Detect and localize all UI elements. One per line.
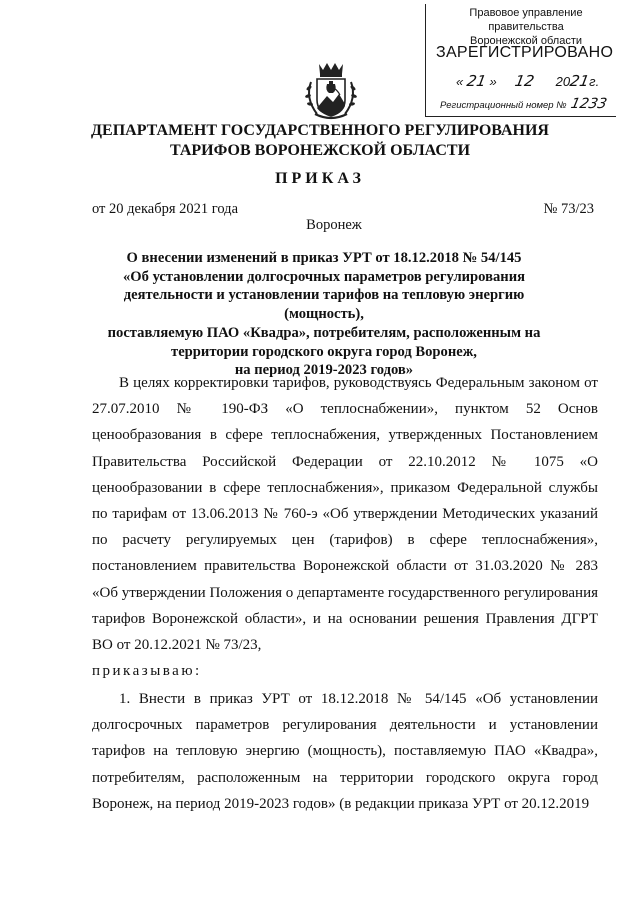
subject-line5: территории городского округа город Воронеж,	[171, 343, 477, 360]
document-date: от 20 декабря 2021 года	[92, 201, 238, 217]
department-title-line1: ДЕПАРТАМЕНТ ГОСУДАРСТВЕННОГО РЕГУЛИРОВАНИЯ	[91, 122, 549, 139]
preamble-paragraph: В целях корректировки тарифов, руководствуясь Федеральным законом от 27.07.2010 № 190-ФЗ «О теплоснабжении», пунктом 52 Основ ценообразования в сфере теплоснабжения, утвержденных Постановлением Правительства Российской Федерации от 22.10.2012 № 1075 «О ценообразовании в сфере теплоснабжения», приказом Федеральной службы по тарифам от 13.06.2013 № 760-э «Об утверждении Методических указаний по расчету регулируемых цен (тарифов) в сфере теплоснабжения», постановлением правительства Воронежской области от 31.03.2020 № 283 «Об утверждении Положения о департаменте государственного регулирования тарифов Воронежской области», и на основании решения Правления ДГРТ ВО от 20.12.2021 № 73/23,	[92, 375, 598, 654]
subject-line2: «Об установлении долгосрочных параметров регулирования	[122, 268, 525, 285]
stamp-date-year-prefix: 20	[555, 74, 571, 89]
stamp-date-day: 21	[465, 72, 488, 90]
stamp-org-line1: Правовое управление правительства	[469, 7, 583, 33]
stamp-date-month: 12	[513, 72, 536, 90]
document-number: № 73/23	[543, 201, 594, 217]
stamp-org-line2: Воронежской области	[469, 35, 582, 47]
document-subject	[84, 249, 564, 380]
stamp-date: « 21 » 12 2021г.	[456, 72, 600, 90]
subject-line1: О внесении изменений в приказ УРТ от 18.12.2018 № 54/145	[126, 250, 522, 266]
document-type: ПРИКАЗ	[275, 170, 365, 187]
order-item-1: 1. Внести в приказ УРТ от 18.12.2018 № 54/145 «Об установлении долгосрочных параметров регулирования деятельности и установлении тарифов на тепловую энергию (мощность), поставляемую ПАО «Квадра», потребителям, расположенным на территории городского округа город Воронеж, на период 2019-2023 годов» (в редакции приказа УРТ от 20.12.2019	[92, 691, 598, 812]
document-city: Воронеж	[306, 217, 362, 233]
department-title-line2: ТАРИФОВ ВОРОНЕЖСКОЙ ОБЛАСТИ	[169, 142, 471, 159]
voronezh-coat-of-arms-icon	[303, 60, 359, 120]
order-keyword: приказываю:	[92, 663, 202, 679]
stamp-date-year-suffix: 21	[568, 72, 591, 90]
stamp-organization	[436, 6, 616, 48]
subject-line6: на период 2019-2023 годов»	[234, 362, 414, 379]
stamp-registered-label: ЗАРЕГИСТРИРОВАНО	[436, 44, 614, 61]
registration-stamp	[425, 4, 616, 117]
department-title	[0, 121, 640, 161]
subject-line4: поставляемую ПАО «Квадра», потребителям, расположенным на	[107, 324, 541, 341]
stamp-reg-number-label: Регистрационный номер №	[440, 100, 567, 111]
subject-line3: деятельности и установлении тарифов на тепловую энергию (мощность),	[123, 287, 525, 323]
stamp-reg-number	[440, 96, 606, 112]
stamp-reg-number-value: 1233	[568, 96, 608, 112]
